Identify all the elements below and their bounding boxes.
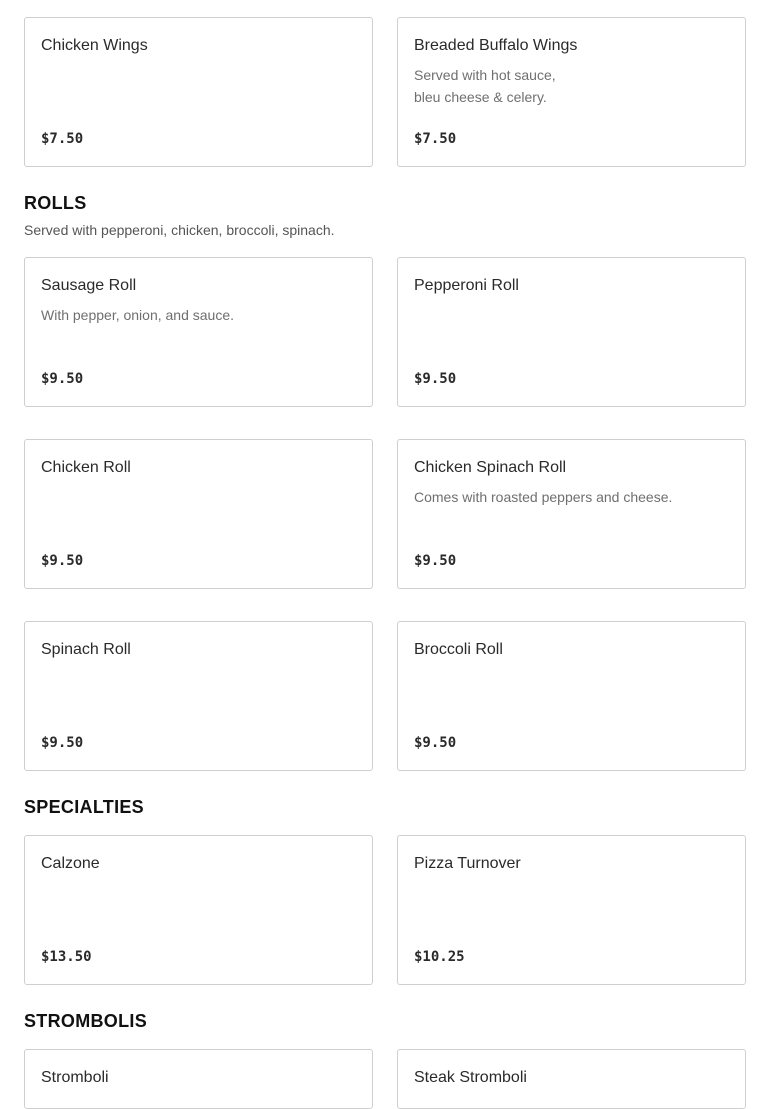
item-description — [414, 486, 714, 508]
menu-item-card[interactable] — [24, 621, 373, 771]
menu-item-card[interactable] — [397, 621, 746, 771]
item-description-line: bleu cheese & celery. — [414, 89, 547, 105]
menu-item-card[interactable] — [24, 439, 373, 589]
item-name: Steak Stromboli — [414, 1069, 527, 1086]
item-name: Breaded Buffalo Wings — [414, 37, 578, 54]
item-price: $9.50 — [414, 553, 457, 569]
item-price: $9.50 — [414, 371, 457, 387]
section-title-rolls: ROLLS — [24, 193, 87, 213]
item-price: $10.25 — [414, 949, 465, 965]
item-price: $7.50 — [41, 131, 84, 147]
item-description — [41, 304, 341, 326]
item-price: $9.50 — [414, 735, 457, 751]
item-name: Calzone — [41, 855, 100, 872]
item-price: $9.50 — [41, 553, 84, 569]
item-name: Sausage Roll — [41, 277, 137, 294]
item-name: Stromboli — [41, 1069, 109, 1086]
item-price: $13.50 — [41, 949, 92, 965]
section-title-specialties: SPECIALTIES — [24, 797, 144, 817]
menu-item-card[interactable] — [24, 257, 373, 407]
section-subtitle-rolls: Served with pepperoni, chicken, broccoli, spinach. — [24, 222, 335, 238]
item-name: Spinach Roll — [41, 641, 131, 658]
item-name: Pizza Turnover — [414, 855, 521, 872]
menu-item-card[interactable] — [24, 835, 373, 985]
menu-item-card[interactable] — [397, 1049, 746, 1109]
item-description-line: With pepper, onion, and sauce. — [41, 307, 235, 323]
item-price: $7.50 — [414, 131, 457, 147]
menu-item-card[interactable] — [397, 439, 746, 589]
menu-item-card[interactable] — [397, 835, 746, 985]
menu-item-card[interactable] — [24, 1049, 373, 1109]
item-name: Chicken Roll — [41, 459, 131, 476]
item-name: Broccoli Roll — [414, 641, 503, 658]
menu-item-card[interactable] — [397, 17, 746, 167]
section-title-strombolis: STROMBOLIS — [24, 1011, 147, 1031]
menu-item-card[interactable] — [24, 17, 373, 167]
item-name: Chicken Spinach Roll — [414, 459, 567, 476]
item-name: Chicken Wings — [41, 37, 148, 54]
item-price: $9.50 — [41, 371, 84, 387]
menu-item-card[interactable] — [397, 257, 746, 407]
item-price: $9.50 — [41, 735, 84, 751]
item-description — [414, 64, 714, 108]
item-description-line: Served with hot sauce, — [414, 67, 556, 83]
item-name: Pepperoni Roll — [414, 277, 519, 294]
item-description-line: Comes with roasted peppers and cheese. — [414, 489, 673, 505]
